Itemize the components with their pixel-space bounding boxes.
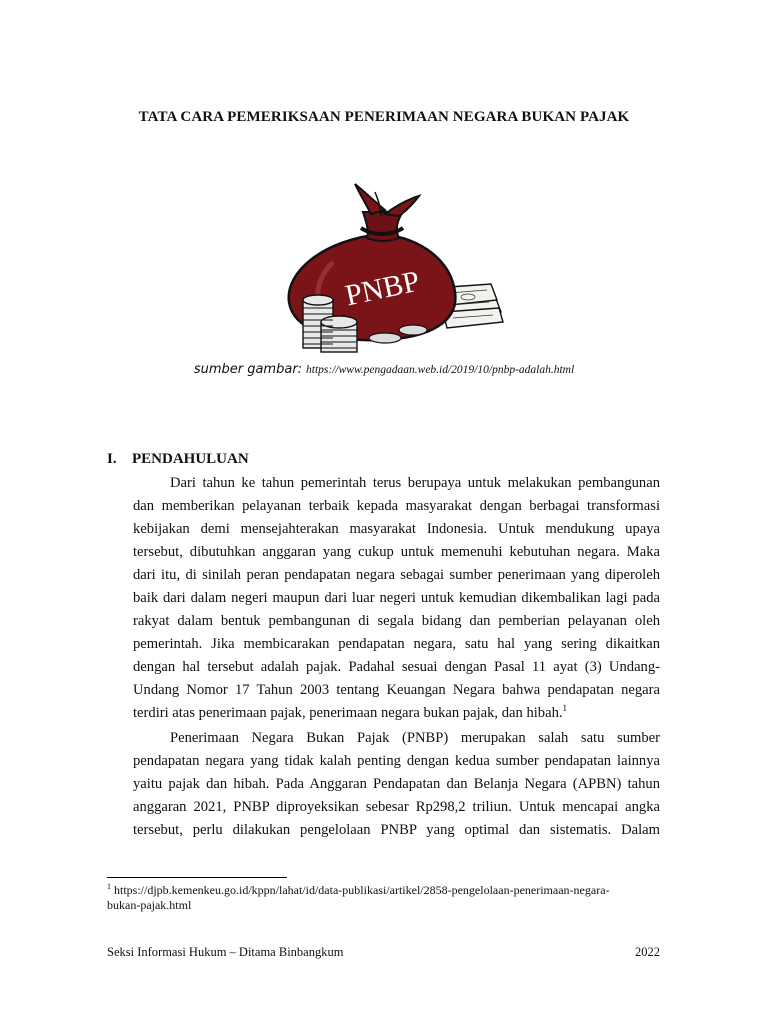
footnote-line [107, 883, 610, 898]
paragraph-line: kebijakan demi mensejahterakan masyarakat Indonesia. Untuk mendukung upaya [133, 521, 660, 537]
section-title: PENDAHULUAN [132, 451, 249, 467]
paragraph-line: pendapatan negara yang tidak kalah penting dengan kedua sumber pendapatan lainnya [133, 753, 660, 769]
paragraph-line: pemerintah. Jika membicarakan pendapatan negara, satu hal yang sering dikaitkan [133, 636, 660, 652]
paragraph-line: Undang Nomor 17 Tahun 2003 tentang Keuangan Negara bahwa pendapatan negara [133, 682, 660, 698]
paragraph-line: baik dari dalam negeri maupun dari luar negeri untuk kemudian dikembalikan lagi pada [133, 590, 660, 606]
footer-department: Seksi Informasi Hukum – Ditama Binbangkum [107, 945, 344, 959]
paragraph-line: anggaran 2021, PNBP diproyeksikan sebesar Rp298,2 triliun. Untuk mencapai angka [133, 799, 660, 815]
paragraph-line: yaitu pajak dan hibah. Pada Anggaran Pendapatan dan Belanja Negara (APBN) tahun [133, 776, 660, 792]
image-caption [0, 360, 768, 378]
footnote-link-continued[interactable]: bukan-pajak.html [107, 898, 192, 912]
paragraph-line: dari itu, di sinilah peran pendapatan negara sebagai sumber penerimaan yang diperoleh [133, 567, 660, 583]
paragraph-line: tersebut, perlu dilakukan pengelolaan PNBP yang optimal dan sistematis. Dalam [133, 822, 660, 838]
paragraph-text: terdiri atas penerimaan pajak, penerimaan negara bukan pajak, dan hibah. [133, 705, 563, 721]
section-number: I. [107, 451, 117, 467]
footnote-number: 1 [107, 882, 111, 891]
footer-year: 2022 [635, 945, 660, 959]
document-title: TATA CARA PEMERIKSAAN PENERIMAAN NEGARA BUKAN PAJAK [138, 109, 630, 125]
footnote-link[interactable]: https://djpb.kemenkeu.go.id/kppn/lahat/id/data-publikasi/artikel/2858-pengelolaan-penerimaan-negara- [114, 883, 610, 897]
pnbp-money-bag-image [263, 162, 505, 358]
paragraph-line: Dari tahun ke tahun pemerintah terus berupaya untuk melakukan pembangunan [170, 475, 660, 491]
caption-label: sumber gambar: [193, 362, 303, 377]
bag-label-text: PNBP [342, 264, 423, 313]
paragraph-line: Penerimaan Negara Bukan Pajak (PNBP) merupakan salah satu sumber [170, 730, 660, 746]
footnote-reference[interactable]: 1 [562, 703, 568, 714]
paragraph-line-last [133, 704, 660, 722]
paragraph-line: dengan hal tersebut adalah pajak. Padahal sesuai dengan Pasal 11 ayat (3) Undang- [133, 659, 660, 675]
paragraph-line: tersebut, dibutuhkan anggaran yang cukup untuk memenuhi kebutuhan negara. Maka [133, 544, 660, 560]
section-heading [107, 451, 249, 468]
paragraph-line: rakyat dalam bentuk pembangunan di segala bidang dan pemberian pelayanan oleh [133, 613, 660, 629]
caption-url: https://www.pengadaan.web.id/2019/10/pnbp-adalah.html [306, 364, 575, 376]
footnote-divider [107, 877, 287, 878]
paragraph-line: dan memberikan pelayanan terbaik kepada masyarakat dengan berbagai transformasi [133, 498, 660, 514]
